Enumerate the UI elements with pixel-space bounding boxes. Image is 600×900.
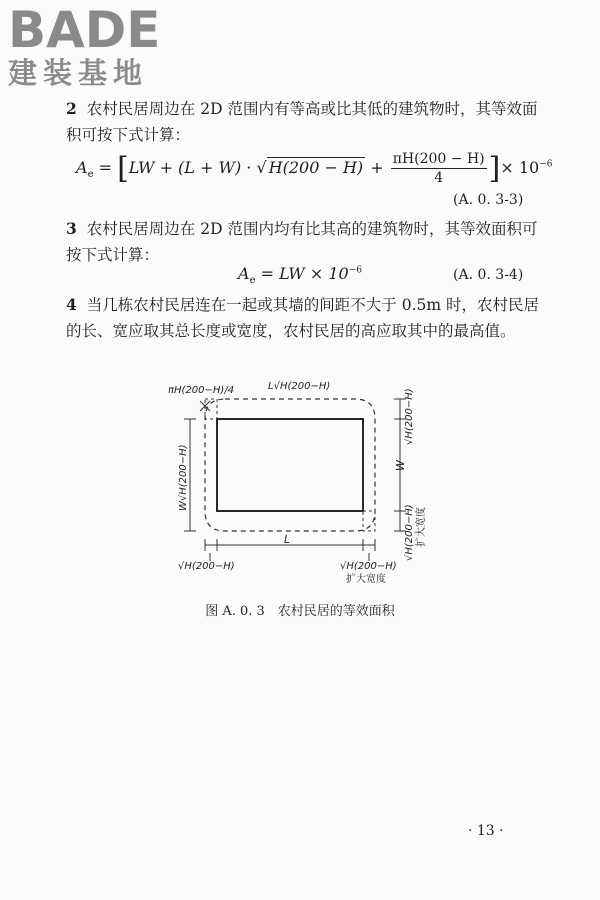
formula-exponent: −6 (348, 265, 362, 276)
label-bottom-right: √H(200−H) (340, 561, 397, 572)
figure-caption: 图 A. 0. 3 农村民居的等效面积 (205, 604, 395, 619)
label-w: W (394, 460, 407, 471)
clause-3 (66, 216, 550, 268)
equation-number-1: (A. 0. 3-3) (453, 192, 524, 208)
clause-text: 农村民居周边在 2D 范围内有等高或比其低的建筑物时，其等效面积可按下式计算： (66, 100, 538, 144)
label-l: L (284, 533, 291, 546)
equation-number-2: (A. 0. 3-4) (453, 267, 524, 283)
clause-number: 4 (66, 295, 77, 314)
equivalent-area-diagram (150, 375, 450, 590)
formula-a-0-3-3: $A_e = [LW + (L + W)$ · √ H(200 − H) + $\frac{\pi H(200 - H)}{4}$ ]× $10^{-6}$ (76, 151, 553, 186)
label-right-bottom: √H(200−H) (404, 504, 415, 561)
fraction-numerator: πH(200 − H) (392, 151, 485, 167)
logo-wordmark: BADE (8, 1, 161, 59)
formula-fraction (391, 150, 487, 187)
page-number: · 13 · (468, 823, 504, 839)
label-right-top: √H(200−H) (404, 388, 415, 445)
clause-text: 当几栋农村民居连在一起或其墙的间距不大于 0.5m 时，农村民居的长、宽应取其总长度或宽度，农村民居的高应取其中的最高值。 (66, 296, 540, 340)
formula-part1: LW + (L + W) · (128, 158, 257, 177)
building-outline (217, 419, 363, 511)
site-logo (8, 1, 183, 90)
logo-subtitle: 建装基地 (8, 56, 149, 90)
label-bottom-left: √H(200−H) (178, 561, 235, 572)
label-top: L√H(200−H) (268, 381, 331, 392)
label-expand-width-bottom: 扩大宽度 (346, 574, 386, 585)
clause-4 (66, 292, 550, 344)
formula-rhs: = LW × 10 (260, 264, 349, 283)
label-corner: πH(200−H)/4 (168, 385, 235, 396)
fraction-denominator: 4 (434, 170, 444, 186)
formula-multiplier: × 10 (500, 158, 540, 177)
label-left: W√H(200−H) (178, 444, 189, 511)
label-expand-width-vertical: 扩大宽度 (416, 507, 427, 547)
formula-a-0-3-4 (238, 264, 362, 286)
clause-2 (66, 96, 550, 148)
formula-plus: + (365, 158, 389, 177)
clause-number: 2 (66, 99, 77, 118)
clause-text: 农村民居周边在 2D 范围内均有比其高的建筑物时，其等效面积可按下式计算： (66, 220, 538, 264)
formula-lhs-sub: e (249, 275, 256, 287)
formula-exponent: −6 (539, 159, 553, 170)
formula-lhs: A (238, 264, 250, 283)
formula-lhs-sub: e (87, 169, 94, 181)
clause-number: 3 (66, 219, 77, 238)
formula-lhs: A (76, 158, 88, 177)
formula-sqrt: H(200 − H) (268, 158, 364, 177)
